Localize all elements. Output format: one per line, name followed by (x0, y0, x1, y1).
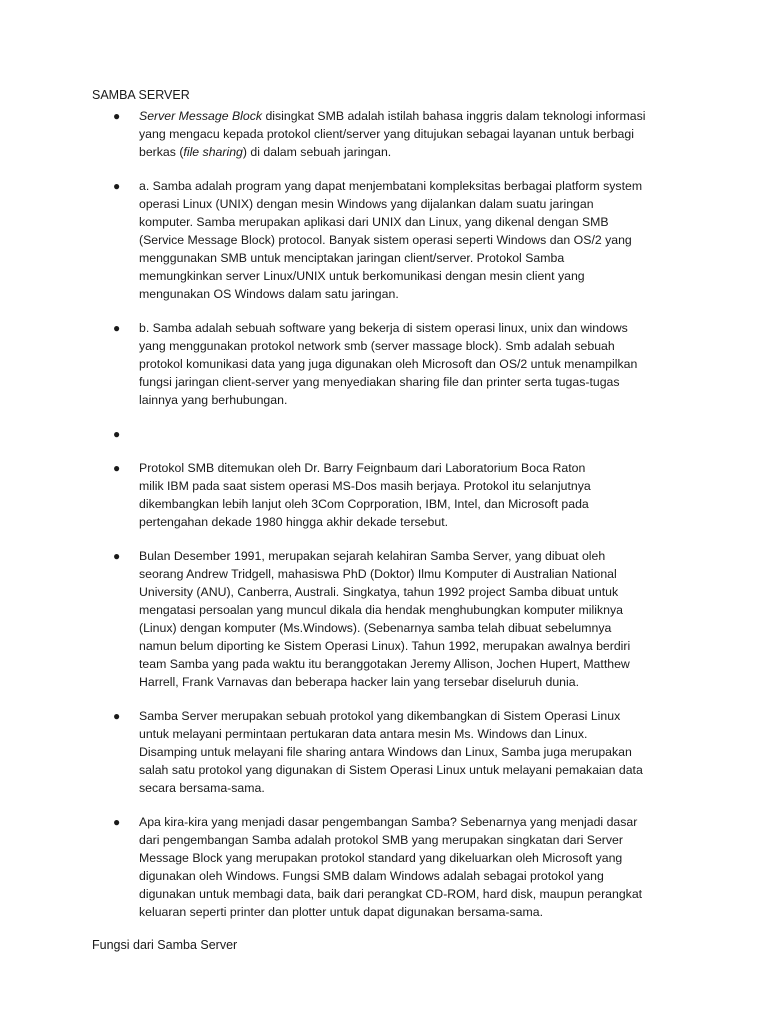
item-line: namun belum diporting ke Sistem Operasi Linux). Tahun 1992, merupakan awalnya berdiri (139, 639, 631, 653)
item-line: memungkinkan server Linux/UNIX untuk berkomunikasi dengan mesin client yang (139, 269, 585, 283)
item-line: digunakan oleh Windows. Fungsi SMB dalam Windows adalah sebagai protokol yang (139, 869, 604, 883)
bullet-icon: ● (113, 321, 121, 335)
item-line: menggunakan SMB untuk menciptakan jaringan client/server. Protokol Samba (139, 251, 565, 265)
bullet-icon: ● (113, 549, 121, 563)
bullet-list (92, 107, 678, 921)
item-line: mengatasi persoalan yang muncul dikala dia hendak menghubungkan komputer miliknya (139, 603, 623, 617)
list-item (92, 547, 678, 691)
item-line: yang mengacu kepada protokol client/server yang ditujukan sebagai layanan untuk berbagi (139, 127, 634, 141)
item-text: disingkat SMB adalah istilah bahasa inggris dalam teknologi informasi (262, 109, 646, 123)
list-item (92, 707, 678, 797)
item-line: team Samba yang pada waktu itu beranggotakan Jeremy Allison, Jochen Hupert, Matthew (139, 657, 630, 671)
item-line: salah satu protokol yang digunakan di Sistem Operasi Linux untuk melayani pemakaian data (139, 763, 643, 777)
item-line: milik IBM pada saat sistem operasi MS-Dos masih berjaya. Protokol itu selanjutnya (139, 479, 591, 493)
item-line: fungsi jaringan client-server yang menyediakan sharing file dan printer serta tugas-tugas (139, 375, 620, 389)
item-line: yang menggunakan protokol network smb (server massage block). Smb adalah sebuah (139, 339, 615, 353)
italic-term: Server Message Block (139, 109, 263, 123)
item-line: mengunakan OS Windows dalam satu jaringan. (139, 287, 399, 301)
italic-term: file sharing (183, 145, 243, 159)
bullet-icon: ● (113, 815, 121, 829)
item-text: ) di dalam sebuah jaringan. (242, 145, 392, 159)
item-line: operasi Linux (UNIX) dengan mesin Windows yang dijalankan dalam suatu jaringan (139, 197, 594, 211)
list-item-empty (92, 425, 678, 443)
item-line: pertengahan dekade 1980 hingga akhir dekade tersebut. (139, 515, 449, 529)
list-item (92, 813, 678, 921)
item-line: komputer. Samba merupakan aplikasi dari UNIX dan Linux, yang dikenal dengan SMB (139, 215, 609, 229)
list-item (92, 319, 678, 409)
item-line: protokol komunikasi data yang juga digunakan oleh Microsoft dan OS/2 untuk menampilkan (139, 357, 638, 371)
item-line: seorang Andrew Tridgell, mahasiswa PhD (Doktor) Ilmu Komputer di Australian National (139, 567, 617, 581)
bullet-icon: ● (113, 427, 121, 441)
item-line: University (ANU), Canberra, Australi. Singkatya, tahun 1992 project Samba dibuat untuk (139, 585, 619, 599)
item-line: secara bersama-sama. (139, 781, 265, 795)
item-line: Protokol SMB ditemukan oleh Dr. Barry Feignbaum dari Laboratorium Boca Raton (139, 461, 586, 475)
item-text: berkas ( (139, 145, 184, 159)
item-line: Apa kira-kira yang menjadi dasar pengembangan Samba? Sebenarnya yang menjadi dasar (139, 815, 638, 829)
list-item (92, 177, 678, 303)
item-line: digunakan untuk membagi data, baik dari perangkat CD-ROM, hard disk, maupun perangkat (139, 887, 643, 901)
item-line: untuk melayani permintaan pertukaran data antara mesin Ms. Windows dan Linux. (139, 727, 588, 741)
list-item (92, 107, 678, 161)
item-line: Disamping untuk melayani file sharing antara Windows dan Linux, Samba juga merupakan (139, 745, 632, 759)
document-title: SAMBA SERVER (92, 88, 190, 102)
item-line: (Service Message Block) protocol. Banyak sistem operasi seperti Windows dan OS/2 yang (139, 233, 632, 247)
item-line: Message Block yang merupakan protokol standard yang dikeluarkan oleh Microsoft yang (139, 851, 623, 865)
list-item (92, 459, 678, 531)
item-line (139, 143, 678, 161)
bullet-icon: ● (113, 709, 121, 723)
item-line: b. Samba adalah sebuah software yang bekerja di sistem operasi linux, unix dan windows (139, 321, 628, 335)
item-line: dikembangkan lebih lanjut oleh 3Com Coprporation, IBM, Intel, dan Microsoft pada (139, 497, 589, 511)
item-line: dari pengembangan Samba adalah protokol SMB yang merupakan singkatan dari Server (139, 833, 623, 847)
item-line: a. Samba adalah program yang dapat menjembatani kompleksitas berbagai platform system (139, 179, 643, 193)
item-line: Harrell, Frank Varnavas dan beberapa hacker lain yang tersebar diseluruh dunia. (139, 675, 579, 689)
bullet-icon: ● (113, 179, 121, 193)
bullet-icon: ● (113, 109, 121, 123)
bullet-icon: ● (113, 461, 121, 475)
item-line: Samba Server merupakan sebuah protokol yang dikembangkan di Sistem Operasi Linux (139, 709, 621, 723)
item-line (139, 107, 678, 125)
item-line: keluaran seperti printer dan plotter untuk dapat digunakan bersama-sama. (139, 905, 543, 919)
item-line: lainnya yang berhubungan. (139, 393, 288, 407)
item-line: Bulan Desember 1991, merupakan sejarah kelahiran Samba Server, yang dibuat oleh (139, 549, 606, 563)
section-heading: Fungsi dari Samba Server (92, 938, 238, 952)
item-line: (Linux) dengan komputer (Ms.Windows). (Sebenarnya samba telah dibuat sebelumnya (139, 621, 612, 635)
